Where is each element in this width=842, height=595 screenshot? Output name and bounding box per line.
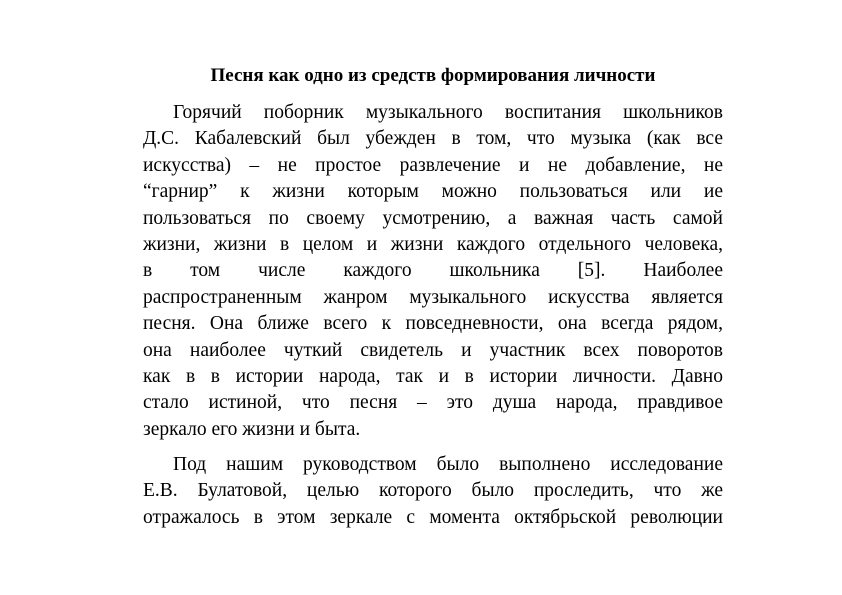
paragraph-line: Горячий поборник музыкального воспитания школьников [173,102,723,123]
paragraph-line: в том числе каждого школьника [5]. Наиболее [143,260,723,282]
paragraph-line: “гарнир” к жизни которым можно пользоваться или ие [143,181,723,203]
paragraph-line: отражалось в этом зеркале с момента октябрьской революции [143,506,723,528]
paragraph-line: стало истиной, что песня – это душа народа, правдивое [143,392,723,414]
paragraph-1 [143,100,723,443]
paragraph-line: зеркало его жизни и быта. [143,418,361,440]
paragraph-line: как в в истории народа, так и в истории личности. Давно [143,365,723,387]
paragraph-line: распространенным жанром музыкального искусства является [143,286,723,308]
paragraph-line: Д.С. Кабалевский был убежден в том, что музыка (как все [143,128,723,150]
paragraph-2 [143,452,723,531]
paragraph-line: песня. Она ближе всего к повседневности, она всегда рядом, [143,313,723,335]
paragraph-line: жизни, жизни в целом и жизни каждого отдельного человека, [143,233,723,255]
paragraph-line: пользоваться по своему усмотрению, а важная часть самой [143,207,723,229]
paragraph-line: она наиболее чуткий свидетель и участник всех поворотов [143,339,723,361]
paragraph-line: искусства) – не простое развлечение и не добавление, не [143,154,723,176]
paragraph-line: Е.В. Булатовой, целью которого было проследить, что же [143,480,723,502]
paragraph-line: Под нашим руководством было выполнено исследование [173,454,723,475]
page-title: Песня как одно из средств формирования личности [210,65,656,86]
